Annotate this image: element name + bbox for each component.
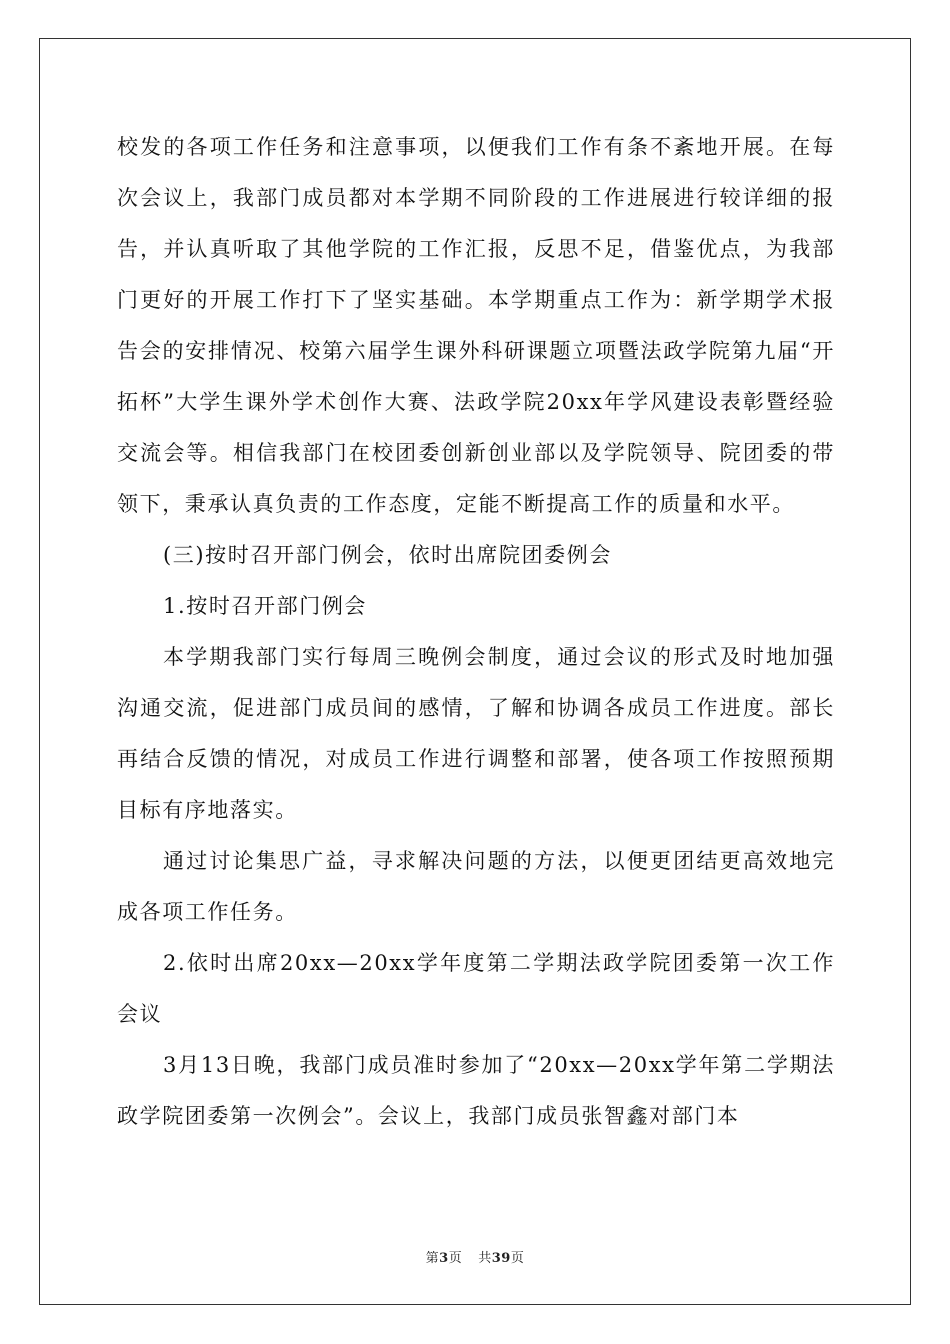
page-footer (0, 1247, 950, 1266)
subheading-2: 2.依时出席20xx—20xx学年度第二学期法政学院团委第一次工作会议 (117, 951, 835, 1026)
page-prefix: 第 (425, 1251, 440, 1266)
page-current: 3 (439, 1251, 449, 1266)
page-total: 39 (491, 1251, 511, 1266)
document-body (117, 122, 835, 1142)
section-heading-3: (三)按时召开部门例会，依时出席院团委例会 (163, 543, 612, 567)
paragraph-4: 3月13日晚，我部门成员准时参加了“20xx—20xx学年第二学期法政学院团委第一次例会”。会议上，我部门成员张智鑫对部门本 (117, 1053, 835, 1128)
total-prefix: 共 (478, 1251, 492, 1266)
paragraph-1: 校发的各项工作任务和注意事项，以便我们工作有条不紊地开展。在每次会议上，我部门成员都对本学期不同阶段的工作进展进行较详细的报告，并认真听取了其他学院的工作汇报，反思不足，借鉴优点，为我部门更好的开展工作打下了坚实基础。本学期重点工作为：新学期学术报告会的安排情况、校第六届学生课外科研课题立项暨法政学院第九届“开拓杯”大学生课外学术创作大赛、法政学院20xx年学风建设表彰暨经验交流会等。相信我部门在校团委创新创业部以及学院领导、院团委的带领下，秉承认真负责的工作态度，定能不断提高工作的质量和水平。 (117, 135, 835, 516)
page-suffix: 页 (448, 1251, 463, 1266)
subheading-1: 1.按时召开部门例会 (163, 594, 368, 618)
paragraph-3: 通过讨论集思广益，寻求解决问题的方法，以便更团结更高效地完成各项工作任务。 (117, 849, 835, 924)
paragraph-2: 本学期我部门实行每周三晚例会制度，通过会议的形式及时地加强沟通交流，促进部门成员间的感情，了解和协调各成员工作进度。部长再结合反馈的情况，对成员工作进行调整和部署，使各项工作按照预期目标有序地落实。 (117, 645, 835, 822)
total-suffix: 页 (510, 1251, 525, 1266)
